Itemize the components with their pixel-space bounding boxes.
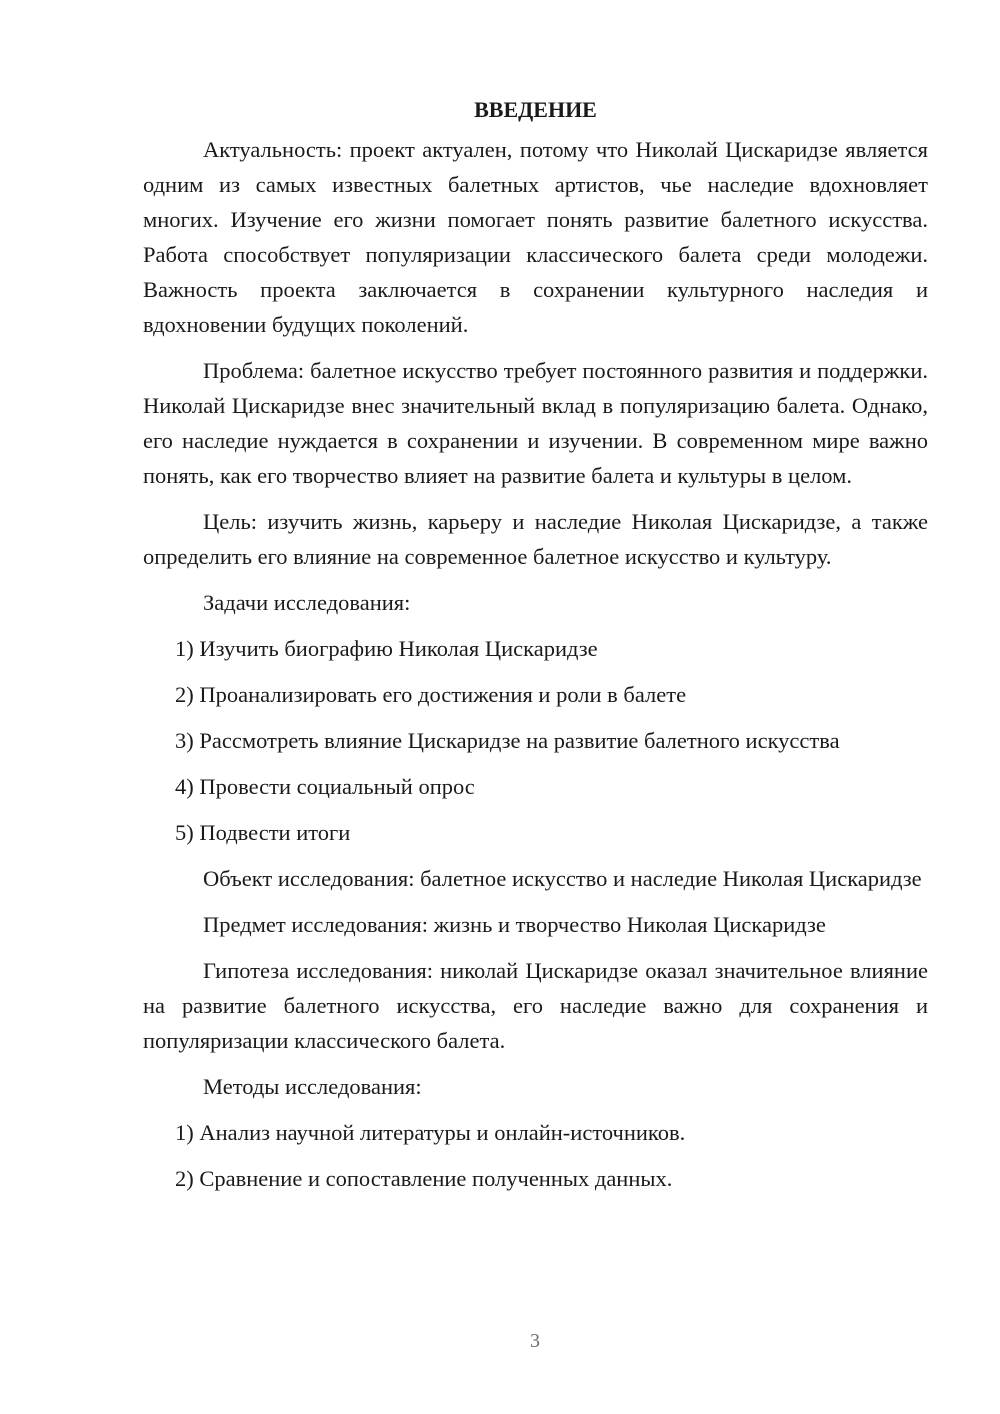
task-item: 5) Подвести итоги: [175, 820, 351, 845]
page-title: ВВЕДЕНИЕ: [474, 97, 597, 122]
task-item: 3) Рассмотреть влияние Цискаридзе на развитие балетного искусства: [175, 728, 840, 753]
page-number: 3: [530, 1330, 540, 1352]
relevance-paragraph: Актуальность: проект актуален, потому что Николай Цискаридзе является одним из самых известных балетных артистов, чье наследие вдохновляет многих. Изучение его жизни помогает понять развитие балетного искусства. Работа способствует популяризации классического балета среди молодежи. Важность проекта заключается в сохранении культурного наследия и вдохновении будущих поколений.: [143, 137, 928, 337]
hypothesis-paragraph: Гипотеза исследования: николай Цискаридзе оказал значительное влияние на развитие балетного искусства, его наследие важно для сохранения и популяризации классического балета.: [143, 958, 928, 1053]
methods-heading: Методы исследования:: [203, 1074, 422, 1099]
tasks-heading: Задачи исследования:: [203, 590, 411, 615]
method-item: 2) Сравнение и сопоставление полученных данных.: [175, 1166, 673, 1191]
subject-paragraph: Предмет исследования: жизнь и творчество Николая Цискаридзе: [203, 912, 826, 937]
document-page: [143, 92, 928, 1207]
problem-paragraph: Проблема: балетное искусство требует постоянного развития и поддержки. Николай Цискаридзе внес значительный вклад в популяризацию балета. Однако, его наследие нуждается в сохранении и изучении. В современном мире важно понять, как его творчество влияет на развитие балета и культуры в целом.: [143, 358, 928, 488]
object-paragraph: Объект исследования: балетное искусство и наследие Николая Цискаридзе: [203, 866, 922, 891]
task-item: 2) Проанализировать его достижения и роли в балете: [175, 682, 687, 707]
goal-paragraph: Цель: изучить жизнь, карьеру и наследие Николая Цискаридзе, а также определить его влияние на современное балетное искусство и культуру.: [143, 509, 928, 569]
task-item: 4) Провести социальный опрос: [175, 774, 475, 799]
method-item: 1) Анализ научной литературы и онлайн-источников.: [175, 1120, 686, 1145]
task-item: 1) Изучить биографию Николая Цискаридзе: [175, 636, 598, 661]
